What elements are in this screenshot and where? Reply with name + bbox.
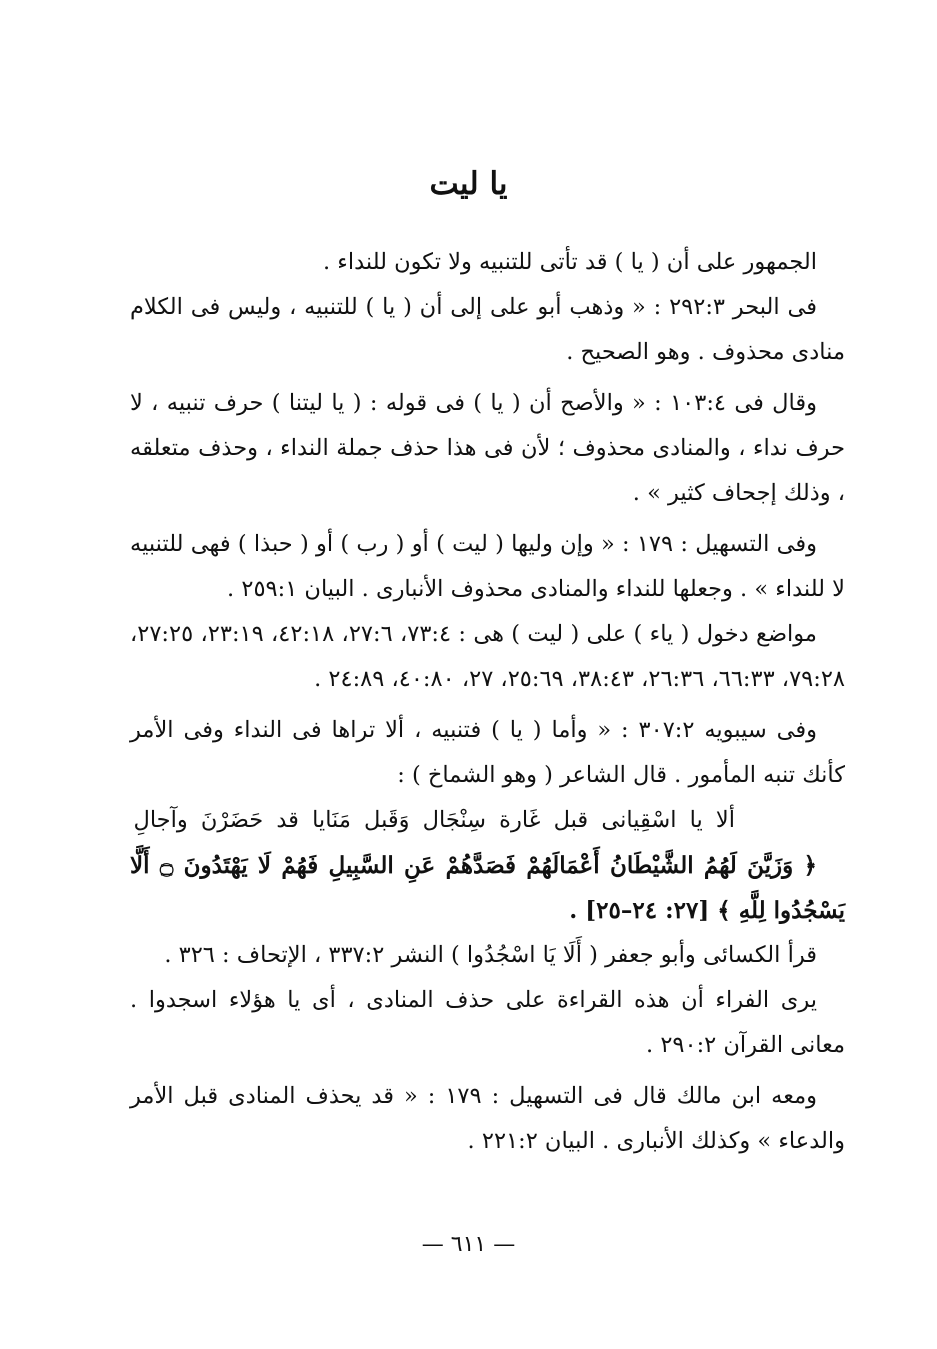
paragraph-3: وقال فى ١٠٣:٤ : « والأصح أن ( يا ) فى قوله : ( يا ليتنا ) حرف تنبيه ، لا حرف نداء ، والمنادى محذوف ؛ لأن فى هذا حذف جملة النداء ، وحذف متعلقه ، وذلك إجحاف كثير » . xyxy=(130,390,845,506)
poetry-verse: ألا يا اسْقِيانى قبل غَارة سِنْجَال وَقَبل مَنَايا قد حَضَرْنَ وآجالِ xyxy=(133,807,735,833)
page-number: — ٦١١ — xyxy=(421,1232,516,1257)
quran-quote: ﴿ وَزَيَّنَ لَهُمُ الشَّيْطَانُ أَعْمَالَهُمْ فَصَدَّهُمْ عَنِ السَّبِيلِ فَهُمْ لَا يَهْتَدُونَ ۝ أَلَّا يَسْجُدُوا لِلَّهِ ﴾ [٢٧: ٢٤–٢٥] . xyxy=(130,852,845,924)
document-body xyxy=(130,240,845,1164)
paragraph-7: قرأ الكسائى وأبو جعفر ( أَلَا يَا اسْجُدُوا ) النشر ٣٣٧:٢ ، الإتحاف : ٣٢٦ . xyxy=(164,942,817,968)
paragraph-1: الجمهور على أن ( يا ) قد تأتى للتنبيه ولا تكون للنداء . xyxy=(322,249,817,275)
paragraph-5: مواضع دخول ( ياء ) على ( ليت ) هى : ٧٣:٤، ٢٧:٦، ٤٢:١٨، ٢٣:١٩، ٢٧:٢٥، ٧٩:٢٨، ٦٦:٣٣، ٢٦:٣٦، ٣٨:٤٣، ٢٥:٦٩، ٢٧، ٤٠:٨٠، ٢٤:٨٩ . xyxy=(130,621,845,692)
paragraph-8: يرى الفراء أن هذه القراءة على حذف المنادى ، أى يا هؤلاء اسجدوا . معانى القرآن ٢٩٠:٢ . xyxy=(130,987,845,1058)
paragraph-6: وفى سيبويه ٣٠٧:٢ : « وأما ( يا ) فتنبيه ، ألا تراها فى النداء وفى الأمر كأنك تنبه المأمور . قال الشاعر ( وهو الشماخ ) : xyxy=(130,717,845,788)
paragraph-4: وفى التسهيل : ١٧٩ : « وإن وليها ( ليت ) أو ( رب ) أو ( حبذا ) فهى للتنبيه لا للنداء » . وجعلها للنداء والمنادى محذوف الأنبارى . البيان ٢٥٩:١ . xyxy=(130,531,845,602)
page-title: يا ليت xyxy=(429,166,508,202)
paragraph-2: فى البحر ٢٩٢:٣ : « وذهب أبو على إلى أن ( يا ) للتنبيه ، وليس فى الكلام منادى محذوف . وهو الصحيح . xyxy=(130,294,845,365)
paragraph-9: ومعه ابن مالك قال فى التسهيل : ١٧٩ : « قد يحذف المنادى قبل الأمر والدعاء » وكذلك الأنبارى . البيان ٢٢١:٢ . xyxy=(130,1083,845,1154)
